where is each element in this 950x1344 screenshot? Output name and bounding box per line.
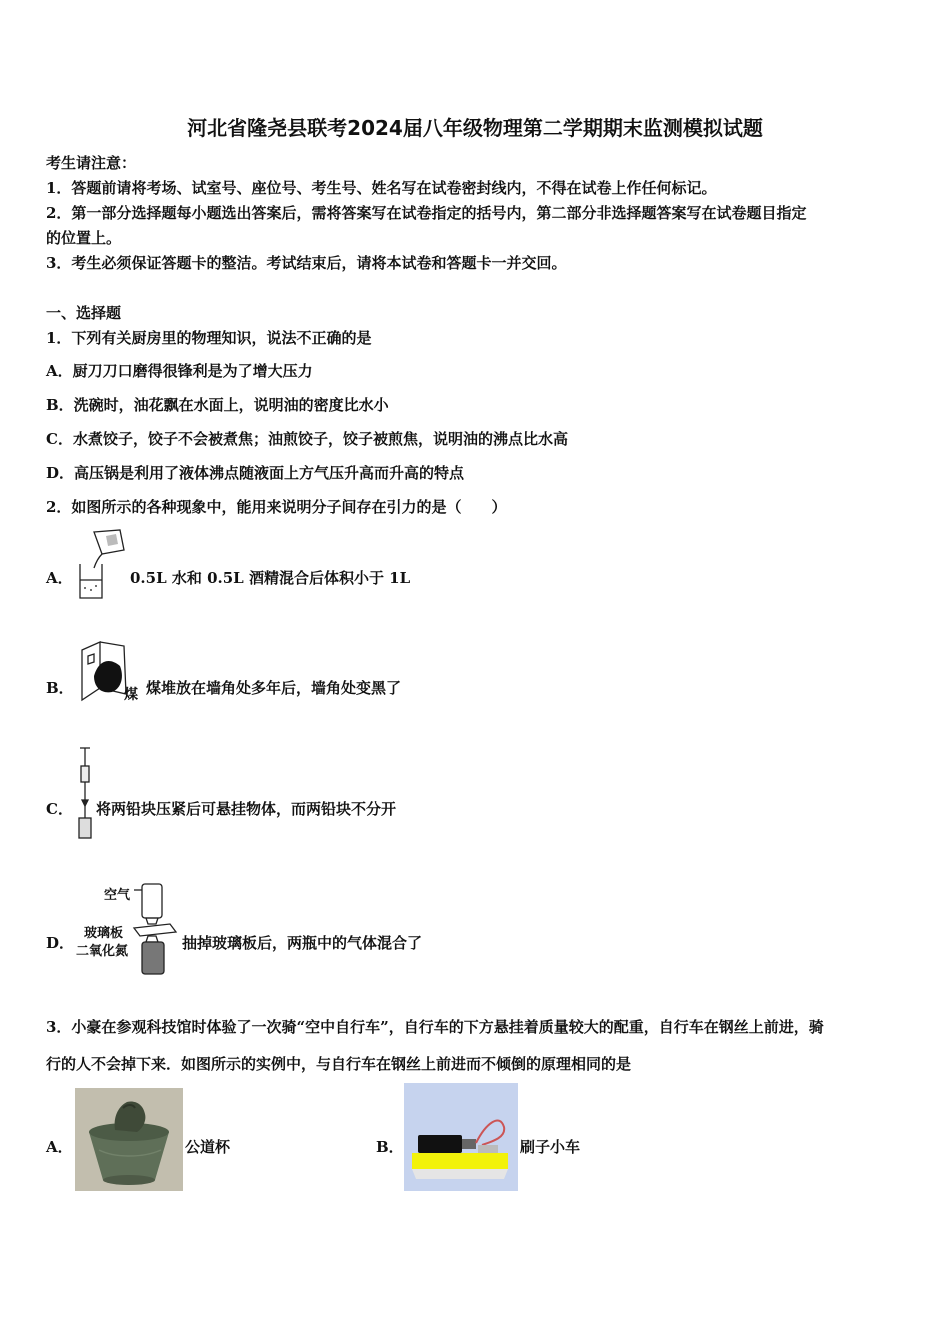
q2-option-c-text: 将两铅块压紧后可悬挂物体，而两铅块不分开 — [96, 800, 397, 818]
q2-stem: 2．如图所示的各种现象中，能用来说明分子间存在引力的是（ ） — [46, 498, 507, 516]
q3-stem-line-2: 行的人不会掉下来．如图所示的实例中，与自行车在钢丝上前进而不倾倒的原理相同的是 — [46, 1055, 632, 1073]
lead-blocks-icon — [74, 746, 96, 842]
gongdao-cup-photo — [75, 1088, 183, 1191]
q3-option-a-text: 公道杯 — [185, 1138, 231, 1156]
q2-option-d-fig-label-air: 空气 — [104, 888, 131, 903]
q2-option-a-label: A． — [46, 569, 73, 587]
notice-item-1: 1．答题前请将考场、试室号、座位号、考生号、姓名写在试卷密封线内，不得在试卷上作任何标记。 — [46, 179, 717, 197]
gas-diffusion-bottles-icon — [130, 880, 182, 978]
q1-option-d: D．高压锅是利用了液体沸点随液面上方气压升高而升高的特点 — [46, 464, 465, 482]
q3-option-b-label: B． — [376, 1138, 404, 1156]
q3-option-b-text: 刷子小车 — [520, 1138, 581, 1156]
q2-option-c-label: C． — [46, 800, 73, 818]
q1-option-b: B．洗碗时，油花飘在水面上，说明油的密度比水小 — [46, 396, 389, 414]
q2-option-d-label: D． — [46, 934, 75, 952]
q2-option-b-text: 煤堆放在墙角处多年后，墙角处变黑了 — [146, 679, 402, 697]
q2-option-a-text: 0.5L 水和 0.5L 酒精混合后体积小于 1L — [130, 569, 411, 587]
q1-option-a: A．厨刀刀口磨得很锋利是为了增大压力 — [46, 362, 313, 380]
notice-heading: 考生请注意： — [46, 154, 137, 172]
brush-car-photo — [404, 1083, 518, 1191]
q2-option-d-fig-label-no2: 二氧化氮 — [76, 944, 129, 959]
section-heading: 一、选择题 — [46, 304, 122, 322]
q1-option-c: C．水煮饺子，饺子不会被煮焦；油煎饺子，饺子被煎焦，说明油的沸点比水高 — [46, 430, 568, 448]
q3-stem-line-1: 3．小豪在参观科技馆时体验了一次骑“空中自行车”，自行车的下方悬挂着质量较大的配重，自行车在钢丝上前进，骑 — [46, 1018, 824, 1036]
q1-stem: 1．下列有关厨房里的物理知识，说法不正确的是 — [46, 329, 372, 347]
q2-option-d-fig-label-glass: 玻璃板 — [84, 926, 124, 941]
pouring-beaker-icon — [76, 528, 128, 602]
q2-option-b-fig-label: 煤 — [124, 687, 138, 703]
q2-option-d-text: 抽掉玻璃板后，两瓶中的气体混合了 — [182, 934, 423, 952]
notice-item-3: 3．考生必须保证答题卡的整洁。考试结束后，请将本试卷和答题卡一并交回。 — [46, 254, 567, 272]
page-title: 河北省隆尧县联考2024届八年级物理第二学期期末监测模拟试题 — [187, 116, 763, 140]
q2-option-b-label: B． — [46, 679, 74, 697]
notice-item-2: 2．第一部分选择题每小题选出答案后，需将答案写在试卷指定的括号内，第二部分非选择题答案写在试卷题目指定 — [46, 204, 807, 222]
q3-option-a-label: A． — [46, 1138, 73, 1156]
notice-item-2-cont: 的位置上。 — [46, 229, 122, 247]
